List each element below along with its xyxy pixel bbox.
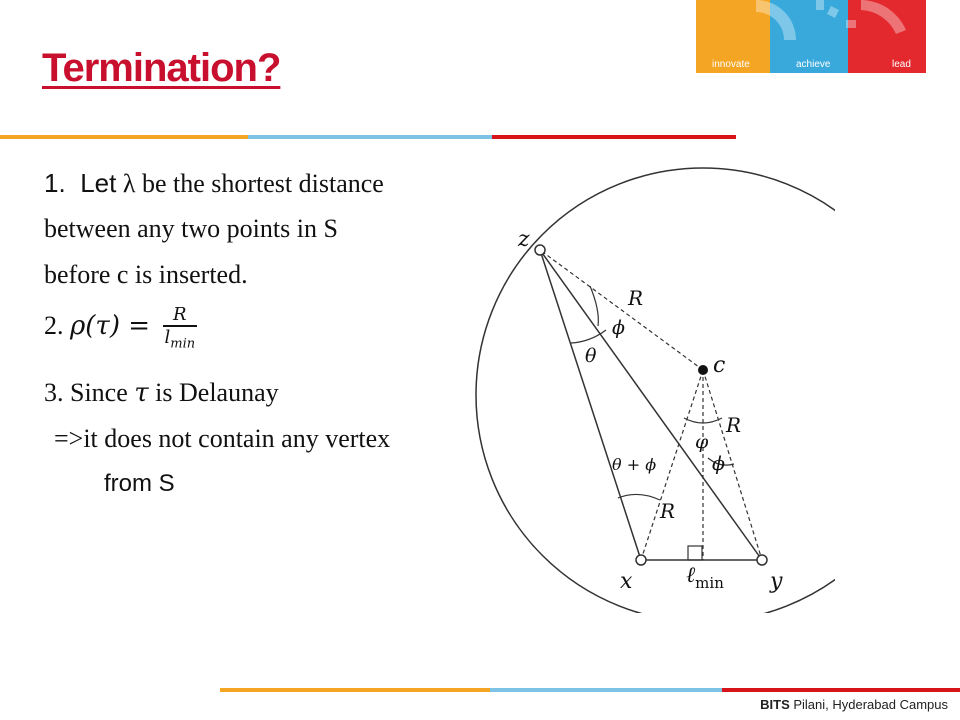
point-3-line-1 xyxy=(44,378,279,408)
point-3-prefix: 3. Since xyxy=(44,378,128,407)
label-z: z xyxy=(518,227,530,252)
point-c xyxy=(698,365,708,375)
footer-rule-red xyxy=(722,688,960,692)
footer-rule-blue xyxy=(490,688,722,692)
label-r-right: R xyxy=(726,413,742,437)
logo-lead: lead xyxy=(892,59,911,70)
label-r-bottom: R xyxy=(660,499,676,523)
point-1-line-1 xyxy=(44,168,384,199)
point-3-tau: τ xyxy=(134,378,149,408)
edge-zy xyxy=(540,250,762,560)
label-theta: θ xyxy=(585,345,597,367)
point-3-line-3: from S xyxy=(104,470,175,497)
radius-cz xyxy=(540,250,703,370)
label-varphi: φ xyxy=(695,431,709,453)
title-rule-orange xyxy=(0,135,248,139)
footer-rule-orange xyxy=(220,688,490,692)
point-z xyxy=(535,245,545,255)
label-theta-phi: θ + ϕ xyxy=(612,455,657,474)
point-3-suffix: is Delaunay xyxy=(155,378,279,407)
footer-campus: BITS Pilani, Hyderabad Campus xyxy=(760,697,948,712)
logo-innovate: innovate xyxy=(712,59,750,70)
fraction-numerator: R xyxy=(173,304,187,325)
label-x: x xyxy=(620,569,633,594)
title-rule-blue xyxy=(248,135,492,139)
point-1-text: λ be the shortest distance xyxy=(122,169,384,198)
angle-arc-theta-phi xyxy=(618,494,660,500)
circumcircle-diagram xyxy=(455,158,835,613)
point-x xyxy=(636,555,646,565)
point-1-number: 1. xyxy=(44,168,66,198)
point-1-let: Let xyxy=(80,168,117,198)
label-lmin: ℓ$_{min}$ xyxy=(686,563,724,592)
logo-achieve: achieve xyxy=(796,59,831,70)
point-1-line-3: before c is inserted. xyxy=(44,260,248,289)
point-2-fraction xyxy=(163,304,198,352)
point-3-line-2: =>it does not contain any vertex xyxy=(54,424,391,453)
label-r-top: R xyxy=(628,286,644,310)
point-y xyxy=(757,555,767,565)
point-2-number: 2. xyxy=(44,310,64,340)
label-phi-right: ϕ xyxy=(712,453,725,475)
edge-zx xyxy=(540,250,644,560)
circumcircle xyxy=(476,168,835,613)
point-2-lhs: ρ(τ) = xyxy=(70,310,151,341)
institute-logo xyxy=(696,0,926,73)
right-angle-mark xyxy=(688,546,702,560)
label-c: c xyxy=(713,353,726,378)
slide-title: Termination? xyxy=(42,46,281,90)
point-1-line-2: between any two points in S xyxy=(44,214,338,243)
angle-arc-phi-top xyxy=(590,286,598,326)
fraction-denominator: $l_{min}$ xyxy=(164,327,196,352)
angle-arc-theta xyxy=(571,330,606,343)
title-rule-red xyxy=(492,135,736,139)
label-phi-top: ϕ xyxy=(612,317,625,339)
label-y: y xyxy=(770,569,783,594)
point-2-formula xyxy=(44,304,197,352)
